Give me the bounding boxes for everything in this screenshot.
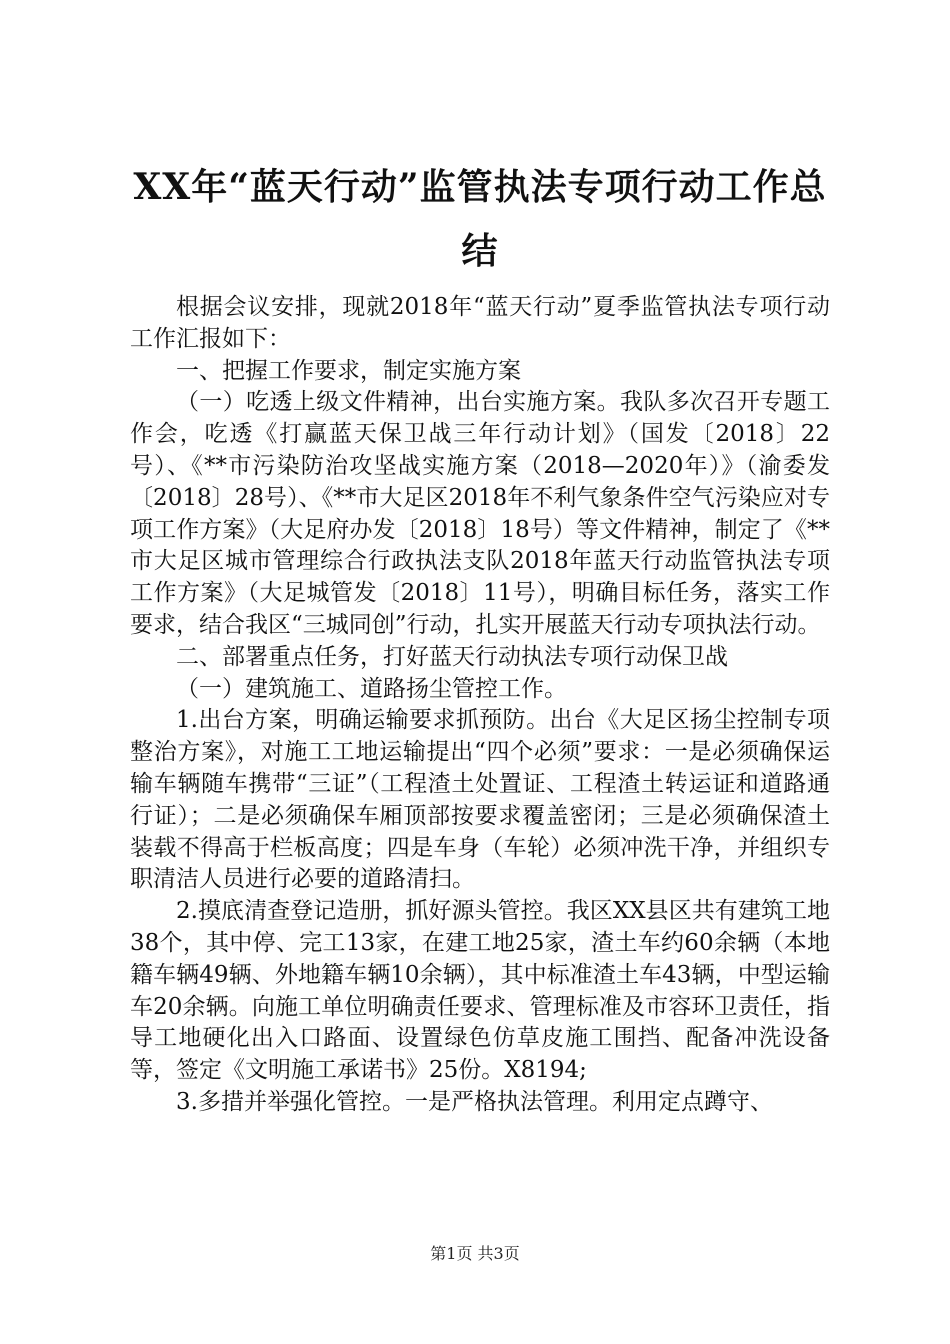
item-paragraph-2: 2.摸底清查登记造册，抓好源头管控。我区XX县区共有建筑工地38个，其中停、完工13家，在建工地25家，渣土车约60余辆（本地籍车辆49辆、外地籍车辆10余辆），其中标准渣土车43辆，中型运输车20余辆。向施工单位明确责任要求、管理标准及市容环卫责任，指导工地硬化出入口路面、设置绿色仿草皮施工围挡、配备冲洗设备等，签定《文明施工承诺书》25份。X8194;	[130, 898, 830, 1084]
subsection-heading-2-1: （一）建筑施工、道路扬尘管控工作。	[176, 675, 567, 702]
page-footer: 第1页 共3页	[430, 1244, 520, 1263]
intro-paragraph: 根据会议安排，现就2018年“蓝天行动”夏季监管执法专项行动工作汇报如下：	[130, 294, 830, 352]
section-heading-2: 二、部署重点任务，打好蓝天行动执法专项行动保卫战	[176, 643, 728, 670]
document-title: XX年“蓝天行动”监管执法专项行动工作总结	[133, 166, 827, 272]
section-heading-1: 一、把握工作要求，制定实施方案	[176, 357, 521, 384]
item-paragraph-3: 3.多措并举强化管控。一是严格执法管理。利用定点蹲守、	[176, 1088, 773, 1115]
subsection-paragraph-1-1: （一）吃透上级文件精神，出台实施方案。我队多次召开专题工作会，吃透《打赢蓝天保卫战三年行动计划》（国发〔2018〕22号）、《**市污染防治攻坚战实施方案（2018—2020年）》（渝委发〔2018〕28号）、《**市大足区2018年不利气象条件空气污染应对专项工作方案》（大足府办发〔2018〕18号）等文件精神，制定了《**市大足区城市管理综合行政执法支队2018年蓝天行动监管执法专项工作方案》（大足城管发〔2018〕11号），明确目标任务，落实工作要求，结合我区“三城同创”行动，扎实开展蓝天行动专项执法行动。	[130, 389, 830, 638]
document-body	[130, 292, 830, 1119]
item-paragraph-1: 1.出台方案，明确运输要求抓预防。出台《大足区扬尘控制专项整治方案》，对施工工地运输提出“四个必须”要求：一是必须确保运输车辆随车携带“三证”（工程渣土处置证、工程渣土转运证和道路通行证）；二是必须确保车厢顶部按要求覆盖密闭；三是必须确保渣土装载不得高于栏板高度；四是车身（车轮）必须冲洗干净，并组织专职清洁人员进行必要的道路清扫。	[130, 707, 830, 893]
